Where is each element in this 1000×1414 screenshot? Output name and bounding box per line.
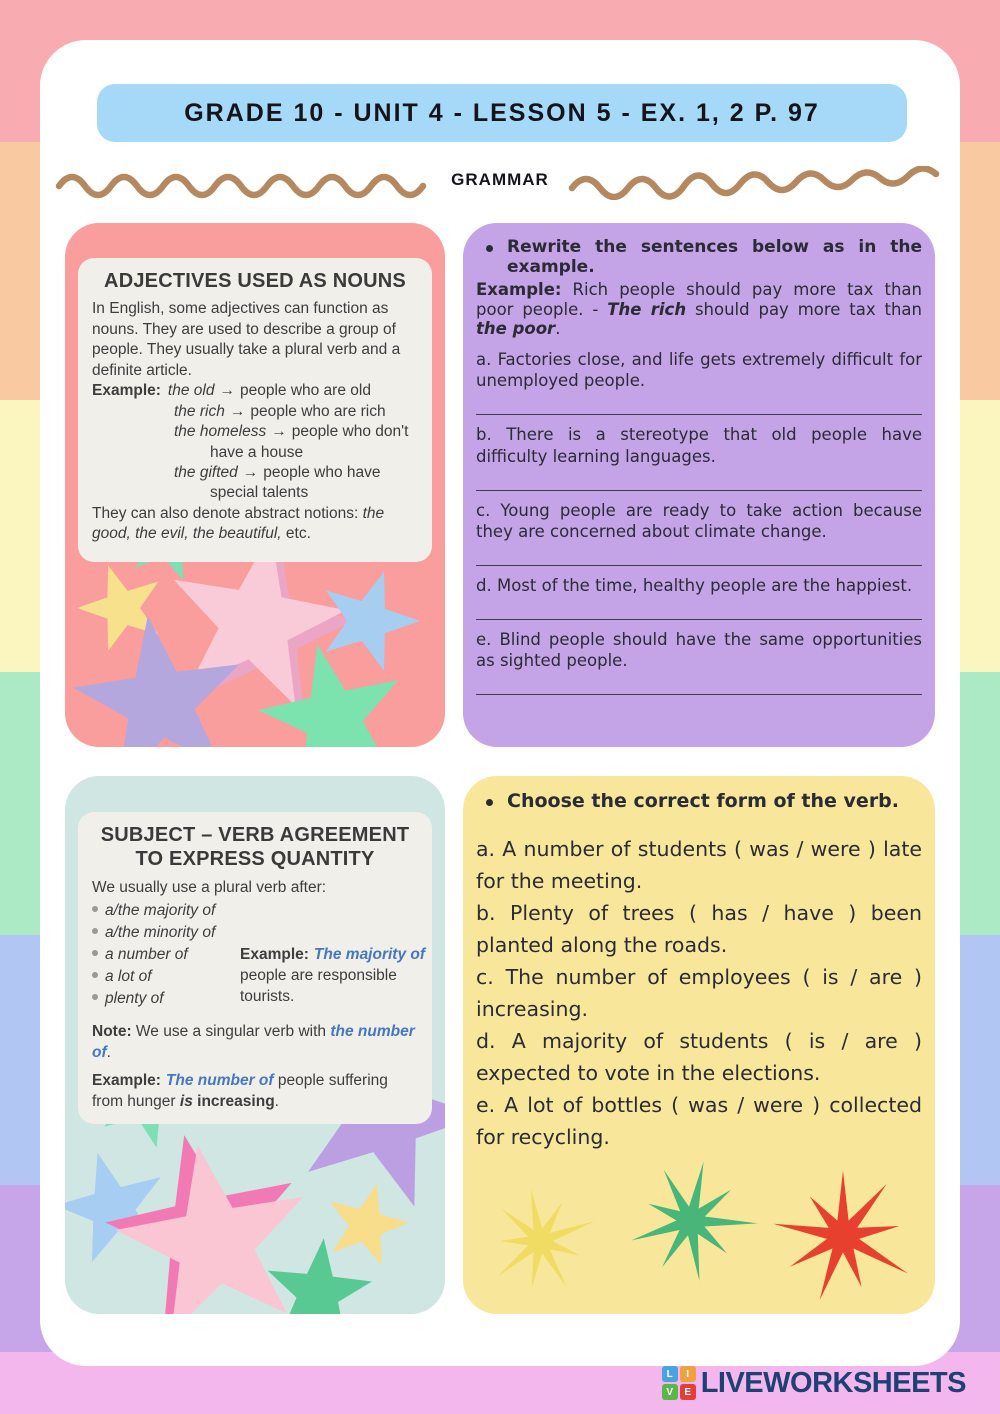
outro-end: etc. [281, 525, 311, 543]
bullet-text: plenty of [105, 990, 164, 1008]
exercise2 [463, 776, 935, 1314]
exercise2-items [476, 834, 922, 1154]
answer-line-d[interactable] [476, 619, 922, 620]
example-answer: the poor [476, 319, 556, 339]
page-title: GRADE 10 - UNIT 4 - LESSON 5 - EX. 1, 2 P. 97 [184, 98, 820, 127]
exercise1-item-b: b. There is a stereotype that old people have difficulty learning languages. [476, 425, 922, 466]
rule2-title-line2: TO EXPRESS QUANTITY [135, 848, 375, 871]
answer-line-b[interactable] [476, 490, 922, 491]
bullet-text: a/the minority of [105, 924, 216, 942]
rule1-example-row [92, 381, 418, 401]
bullet-item [92, 900, 418, 922]
answer-line-a[interactable] [476, 414, 922, 415]
note-text: . [106, 1043, 111, 1061]
outro-italic: the good, the evil, the beautiful, [92, 504, 385, 543]
example-label: Example: [240, 946, 309, 964]
section-label: GRAMMAR [451, 170, 549, 189]
bullet-dot-icon [92, 972, 98, 978]
example-answer: The rich [607, 299, 687, 319]
rule1-title: ADJECTIVES USED AS NOUNS [104, 270, 406, 292]
exercise2-item-c[interactable]: c. The number of employees ( is / are ) increasing. [476, 964, 922, 1021]
exercise1 [463, 223, 935, 747]
outro-plain: They can also denote abstract notions: [92, 504, 363, 522]
example-meaning: people who don't have a house [210, 423, 409, 461]
example-term: the rich [174, 402, 225, 420]
rule1-example-row [92, 402, 418, 422]
example-label: Example: [92, 1072, 161, 1090]
exercise1-instruction [476, 237, 922, 278]
rule2-title [92, 823, 418, 872]
example-text: people suffering from hunger [92, 1072, 388, 1110]
grammar-heading-row [40, 164, 960, 200]
logo-letter: V [662, 1384, 678, 1400]
exercise2-instruction [476, 790, 922, 812]
answer-line-e[interactable] [476, 694, 922, 695]
rule1-intro: In English, some adjectives can function as nouns. They are used to describe a group of people. They usually take a plural verb and a definite article. [92, 300, 401, 379]
exercise-card-rewrite [463, 223, 935, 747]
rule2-example1 [240, 944, 442, 1007]
example-bold: increasing [192, 1092, 275, 1110]
title-banner [97, 84, 907, 142]
example-highlight: The number of [165, 1072, 274, 1090]
bullet-dot-icon [92, 950, 98, 956]
rule-card-adjectives [65, 223, 445, 747]
brand-wordmark[interactable]: LIVEWORKSHEETS [700, 1366, 966, 1399]
rule1-examples [92, 381, 418, 504]
exercise1-item-e: e. Blind people should have the same opportunities as sighted people. [476, 629, 922, 671]
rule1-outro [92, 504, 418, 545]
rule2-note [92, 1022, 418, 1063]
star-decoration-green [258, 1233, 379, 1314]
logo-letter: I [680, 1366, 696, 1382]
exercise2-item-e[interactable]: e. A lot of bottles ( was / were ) collected for recycling. [476, 1092, 922, 1149]
example-label: Example: [476, 279, 562, 299]
exercise1-item-d: d. Most of the time, healthy people are the happiest. [476, 575, 913, 595]
arrow-icon: → [242, 464, 259, 482]
bullet-text: a/the majority of [105, 902, 216, 920]
rule2-intro: We usually use a plural verb after: [92, 878, 327, 896]
rule1-example-row [92, 463, 418, 504]
note-text: We use a singular verb with [131, 1023, 331, 1041]
bullet-icon [486, 245, 493, 252]
exercise2-item-b[interactable]: b. Plenty of trees ( has / have ) been planted along the roads. [476, 900, 922, 957]
worksheet-sheet [40, 40, 960, 1366]
rule-card-subject-verb [65, 776, 445, 1314]
rule2-example2 [92, 1071, 418, 1112]
example-text: should pay more tax than [686, 299, 923, 319]
arrow-icon: → [271, 423, 287, 441]
instruction-text: Choose the correct form of the verb. [507, 790, 900, 812]
example-bold-italic: is [179, 1092, 193, 1110]
example-highlight: The majority of [313, 946, 426, 964]
exercise-card-choose [463, 776, 935, 1314]
footer [662, 1366, 966, 1400]
bullet-text: a number of [105, 946, 188, 964]
logo-letter: E [680, 1384, 696, 1400]
exercise2-item-d[interactable]: d. A majority of students ( is / are ) expected to vote in the elections. [476, 1028, 922, 1085]
exercise1-item-c: c. Young people are ready to take action because they are concerned about climate change. [476, 500, 922, 541]
note-highlight: the number of [92, 1023, 415, 1061]
example-term: the homeless [174, 423, 267, 441]
example-text: . [274, 1092, 279, 1110]
example-text: Rich people should pay more tax than poor people. - [476, 279, 922, 319]
exercise1-item-a: a. Factories close, and life gets extremely difficult for unemployed people. [476, 350, 922, 391]
arrow-icon: → [229, 402, 246, 420]
answer-line-c[interactable] [476, 565, 922, 566]
example-term: the gifted [174, 464, 238, 482]
instruction-text: Rewrite the sentences below as in the example. [507, 237, 922, 278]
example-label: Example: [92, 382, 161, 400]
note-label: Note: [92, 1023, 132, 1041]
bullet-icon [486, 799, 493, 806]
bullet-dot-icon [92, 994, 98, 1000]
exercise2-item-a[interactable]: a. A number of students ( was / were ) late for the meeting. [476, 837, 922, 893]
liveworksheets-logo-icon [662, 1366, 696, 1400]
example-text: . [555, 319, 561, 339]
example-meaning: people who have special talents [210, 464, 381, 502]
squiggle-right-decoration [568, 166, 940, 200]
rule-box-adjectives [78, 258, 432, 562]
rule2-title-line1: SUBJECT – VERB AGREEMENT [100, 824, 410, 846]
logo-letter: L [662, 1366, 678, 1382]
example-term: the old [167, 382, 215, 400]
bullet-text: a lot of [105, 968, 152, 986]
rule2-columns [92, 900, 426, 1012]
arrow-icon: → [219, 382, 235, 400]
example-meaning: people who are old [239, 382, 371, 400]
exercise1-example [476, 280, 922, 339]
rule-box-subject-verb [78, 812, 432, 1124]
rule1-example-row [92, 422, 418, 463]
bullet-item [92, 922, 418, 944]
bullet-dot-icon [92, 906, 98, 912]
example-meaning: people who are rich [250, 402, 386, 420]
bullet-dot-icon [92, 928, 98, 934]
star-decoration-purple [65, 604, 259, 747]
example-text: people are responsible tourists. [240, 967, 397, 1006]
